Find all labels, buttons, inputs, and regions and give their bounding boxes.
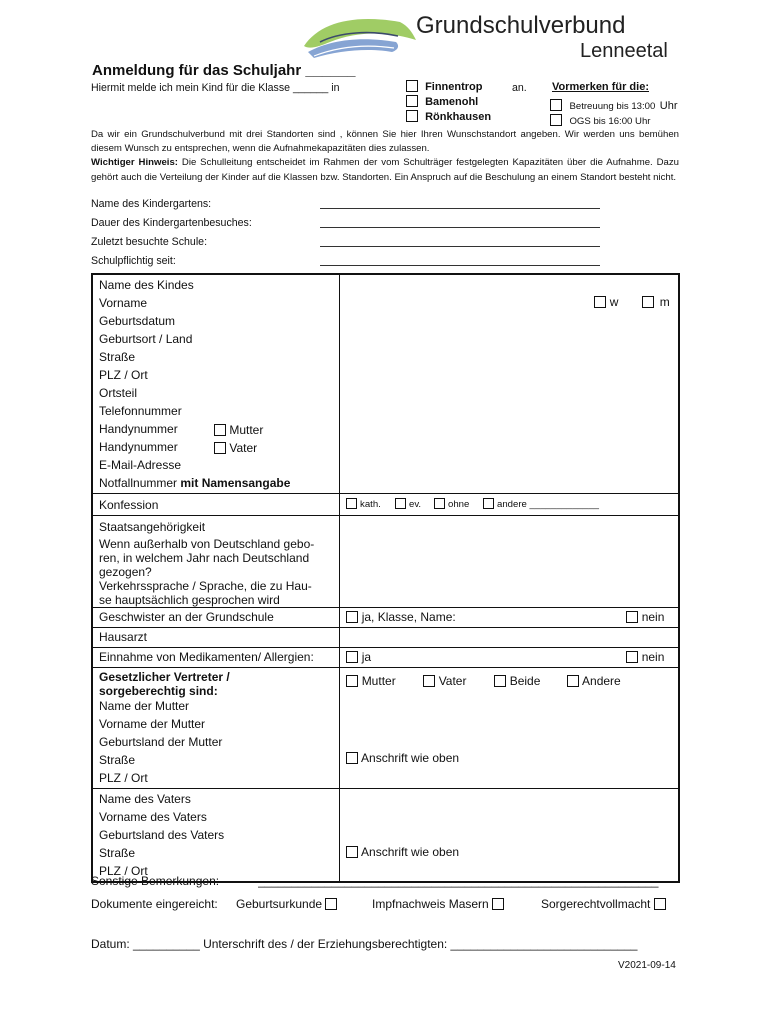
location-finnentrop[interactable] xyxy=(406,80,483,93)
sex-m-label: m xyxy=(659,295,670,309)
checkbox[interactable] xyxy=(423,675,435,687)
version-label: V2021-09-14 xyxy=(618,960,676,971)
checkbox[interactable] xyxy=(626,611,638,623)
checkbox[interactable] xyxy=(494,675,506,687)
guardian-labels xyxy=(92,668,340,789)
location-label: Rönkhausen xyxy=(425,111,492,123)
siblings-label: Geschwister an der Grundschule xyxy=(99,610,274,624)
rel-kath-label: kath. xyxy=(360,499,381,510)
checkbox[interactable] xyxy=(550,114,562,126)
religion-label: Konfession xyxy=(99,498,159,512)
checkbox[interactable] xyxy=(550,99,562,111)
born-abroad-line: ren, in welchem Jahr nach Deutschland xyxy=(99,551,310,565)
date-signature-line[interactable]: Datum: __________ Unterschrift des / der Erziehungsberechtigten: ____________________________ xyxy=(91,937,638,951)
siblings-no-label: nein xyxy=(641,610,665,624)
guardian-title-line: sorgeberechtig sind: xyxy=(99,684,218,698)
child-firstname-label: Vorname xyxy=(99,296,148,310)
guardian-father-label: Vater xyxy=(438,674,467,688)
plz-label: PLZ / Ort xyxy=(99,368,148,382)
siblings-no-option[interactable] xyxy=(626,610,664,624)
mother-street-label: Straße xyxy=(99,753,136,767)
enrol-an: an. xyxy=(512,82,527,94)
guardian-title-line: Gesetzlicher Vertreter / xyxy=(99,670,230,684)
guardian-father-option[interactable] xyxy=(423,674,466,688)
language-line: Verkehrssprache / Sprache, die zu Hau- xyxy=(99,579,312,593)
checkbox[interactable] xyxy=(406,110,418,122)
doc-birth-option[interactable] xyxy=(236,897,337,911)
doc-custody-option[interactable] xyxy=(541,897,666,911)
father-country-label: Geburtsland des Vaters xyxy=(99,828,225,842)
child-data-table xyxy=(91,273,680,883)
medication-no-label: nein xyxy=(641,650,665,664)
sex-w-label: w xyxy=(609,295,619,309)
intro-text xyxy=(91,128,679,185)
birthplace-label: Geburtsort / Land xyxy=(99,332,193,346)
father-name-label: Name des Vaters xyxy=(99,792,191,806)
care-option-label: Betreuung bis 13:00 xyxy=(569,101,656,112)
remarks-label: Sonstige Bemerkungen: xyxy=(91,874,220,888)
siblings-label-cell xyxy=(92,608,340,628)
school-mandatory-field[interactable] xyxy=(320,265,600,266)
guardian-both-option[interactable] xyxy=(494,674,540,688)
location-label: Bamenohl xyxy=(425,96,479,108)
mother-plz-label: PLZ / Ort xyxy=(99,771,148,785)
born-abroad-line: gezogen? xyxy=(99,565,152,579)
religion-label-cell xyxy=(92,494,340,516)
mother-name-label: Name der Mutter xyxy=(99,699,190,713)
checkbox[interactable] xyxy=(325,898,337,910)
kindergarten-duration-label: Dauer des Kindergartenbesuches: xyxy=(91,217,252,229)
doctor-label: Hausarzt xyxy=(99,630,148,644)
email-label: E-Mail-Adresse xyxy=(99,458,182,472)
location-label: Finnentrop xyxy=(425,81,483,93)
checkbox[interactable] xyxy=(406,80,418,92)
citizenship-labels xyxy=(92,516,340,608)
mother-same-address-option[interactable] xyxy=(346,751,459,765)
care-title: Vormerken für die: xyxy=(552,81,649,93)
mother-firstname-label: Vorname der Mutter xyxy=(99,717,206,731)
born-abroad-line: Wenn außerhalb von Deutschland gebo- xyxy=(99,537,315,551)
form-title: Anmeldung für das Schuljahr ______ xyxy=(92,62,356,79)
sex-m-option[interactable] xyxy=(642,295,669,309)
location-bamenohl[interactable] xyxy=(406,95,478,108)
religion-values xyxy=(340,494,679,516)
mother-country-label: Geburtsland der Mutter xyxy=(99,735,223,749)
doctor-value[interactable] xyxy=(340,628,679,648)
medication-label-cell xyxy=(92,648,340,668)
care-option-label: OGS bis 16:00 Uhr xyxy=(569,116,651,127)
checkbox[interactable] xyxy=(567,675,579,687)
enrol-text: Hiermit melde ich mein Kind für die Klasse ______ in xyxy=(91,82,340,94)
doc-custody-label: Sorgerechtvollmacht xyxy=(541,897,651,911)
kindergarten-duration-field[interactable] xyxy=(320,227,600,228)
doc-measles-option[interactable] xyxy=(372,897,504,911)
citizenship-label: Staatsangehörigkeit xyxy=(99,520,206,534)
care-option-ogs[interactable] xyxy=(550,111,651,129)
language-line: se hauptsächlich gesprochen wird xyxy=(99,593,280,607)
rel-none-option[interactable] xyxy=(434,498,469,510)
kindergarten-name-field[interactable] xyxy=(320,208,600,209)
medication-yes-option[interactable] xyxy=(346,650,371,664)
guardian-mother-option[interactable] xyxy=(346,674,395,688)
checkbox[interactable] xyxy=(654,898,666,910)
checkbox[interactable] xyxy=(346,498,357,509)
citizenship-values[interactable] xyxy=(340,516,679,608)
mother-label: Mutter xyxy=(229,423,264,437)
father-street-label: Straße xyxy=(99,846,136,860)
father-values[interactable] xyxy=(340,789,679,883)
mobile-label: Handynummer xyxy=(99,422,178,436)
checkbox-mother[interactable] xyxy=(214,424,226,436)
medication-no-option[interactable] xyxy=(626,650,664,664)
checkbox[interactable] xyxy=(492,898,504,910)
rel-other-label: andere _____________ xyxy=(497,499,599,510)
checkbox[interactable] xyxy=(594,296,606,308)
guardian-mother-label: Mutter xyxy=(361,674,396,688)
doc-measles-label: Impfnachweis Masern xyxy=(372,897,489,911)
emergency-label xyxy=(99,475,339,493)
rel-kath-option[interactable] xyxy=(346,498,380,510)
checkbox[interactable] xyxy=(346,846,358,858)
hint-text: Die Schulleitung entscheidet im Rahmen der vom Schulträger festgelegten Kapazitäten über die Aufnahme. Dazu gehört auch die Verteilung der Kinder auf die Klassen bzw. Standorten. Ein Anspruch auf die Beschulung an einem Standort besteht nicht. xyxy=(91,157,679,183)
school-mandatory-label: Schulpflichtig seit: xyxy=(91,255,176,267)
same-address-label: Anschrift wie oben xyxy=(361,751,460,765)
siblings-yes-label: ja, Klasse, Name: xyxy=(361,610,456,624)
org-name-line1: Grundschulverbund xyxy=(416,12,626,39)
emergency-text-bold: mit Namensangabe xyxy=(180,476,291,490)
hint-label: Wichtiger Hinweis: xyxy=(91,157,178,169)
mobile-father-row xyxy=(99,439,339,457)
checkbox[interactable] xyxy=(626,651,638,663)
checkbox[interactable] xyxy=(346,752,358,764)
rel-other-option[interactable] xyxy=(483,498,599,510)
emergency-text: Notfallnummer xyxy=(99,476,181,490)
guardian-other-option[interactable] xyxy=(567,674,620,688)
checkbox[interactable] xyxy=(406,95,418,107)
checkbox[interactable] xyxy=(642,296,654,308)
father-label: Vater xyxy=(229,441,258,455)
checkbox[interactable] xyxy=(434,498,445,509)
documents-label: Dokumente eingereicht: xyxy=(91,897,218,911)
siblings-values xyxy=(340,608,679,628)
guardian-title xyxy=(99,670,339,698)
intro-paragraph: Da wir ein Grundschulverbund mit drei Standorten sind , können Sie hier Ihren Wunschstandort angeben. Wir werden uns bemühen diesem Wunsch zu entsprechen, wenn die Aufnahmekapazitäten dies zulassen. xyxy=(91,129,679,155)
remarks-field[interactable]: ____________________________________________________________ xyxy=(258,874,659,888)
birthdate-label: Geburtsdatum xyxy=(99,314,176,328)
rel-ev-option[interactable] xyxy=(395,498,421,510)
guardian-other-label: Andere xyxy=(582,674,621,688)
siblings-yes-option[interactable] xyxy=(346,610,455,624)
checkbox[interactable] xyxy=(483,498,494,509)
last-school-field[interactable] xyxy=(320,246,600,247)
child-name-label: Name des Kindes xyxy=(99,278,194,292)
father-same-address-option[interactable] xyxy=(346,845,459,859)
care-option-suffix: Uhr xyxy=(659,100,678,112)
mobile-mother-row xyxy=(99,421,339,439)
phone-label: Telefonnummer xyxy=(99,404,182,418)
child-values[interactable] xyxy=(340,274,679,494)
checkbox[interactable] xyxy=(395,498,406,509)
sex-w-option[interactable] xyxy=(594,295,618,309)
father-labels xyxy=(92,789,340,883)
district-label: Ortsteil xyxy=(99,386,138,400)
father-firstname-label: Vorname des Vaters xyxy=(99,810,207,824)
doc-birth-label: Geburtsurkunde xyxy=(236,897,323,911)
guardian-values[interactable] xyxy=(340,668,679,789)
rel-ev-label: ev. xyxy=(409,499,422,510)
doctor-label-cell xyxy=(92,628,340,648)
medication-label: Einnahme von Medikamenten/ Allergien: xyxy=(99,650,314,664)
checkbox[interactable] xyxy=(346,675,358,687)
medication-yes-label: ja xyxy=(361,650,372,664)
same-address-label: Anschrift wie oben xyxy=(361,845,460,859)
child-labels xyxy=(92,274,340,494)
rel-none-label: ohne xyxy=(448,499,470,510)
checkbox[interactable] xyxy=(346,611,358,623)
checkbox-father[interactable] xyxy=(214,442,226,454)
kindergarten-name-label: Name des Kindergartens: xyxy=(91,198,212,210)
checkbox[interactable] xyxy=(346,651,358,663)
org-name-line2: Lenneetal xyxy=(580,40,668,62)
location-roenkhausen[interactable] xyxy=(406,110,491,123)
street-label: Straße xyxy=(99,350,136,364)
school-logo xyxy=(300,12,418,62)
guardian-both-label: Beide xyxy=(509,674,541,688)
mobile-label: Handynummer xyxy=(99,440,178,454)
last-school-label: Zuletzt besuchte Schule: xyxy=(91,236,208,248)
medication-values xyxy=(340,648,679,668)
father-plz-label: PLZ / Ort xyxy=(99,864,148,878)
